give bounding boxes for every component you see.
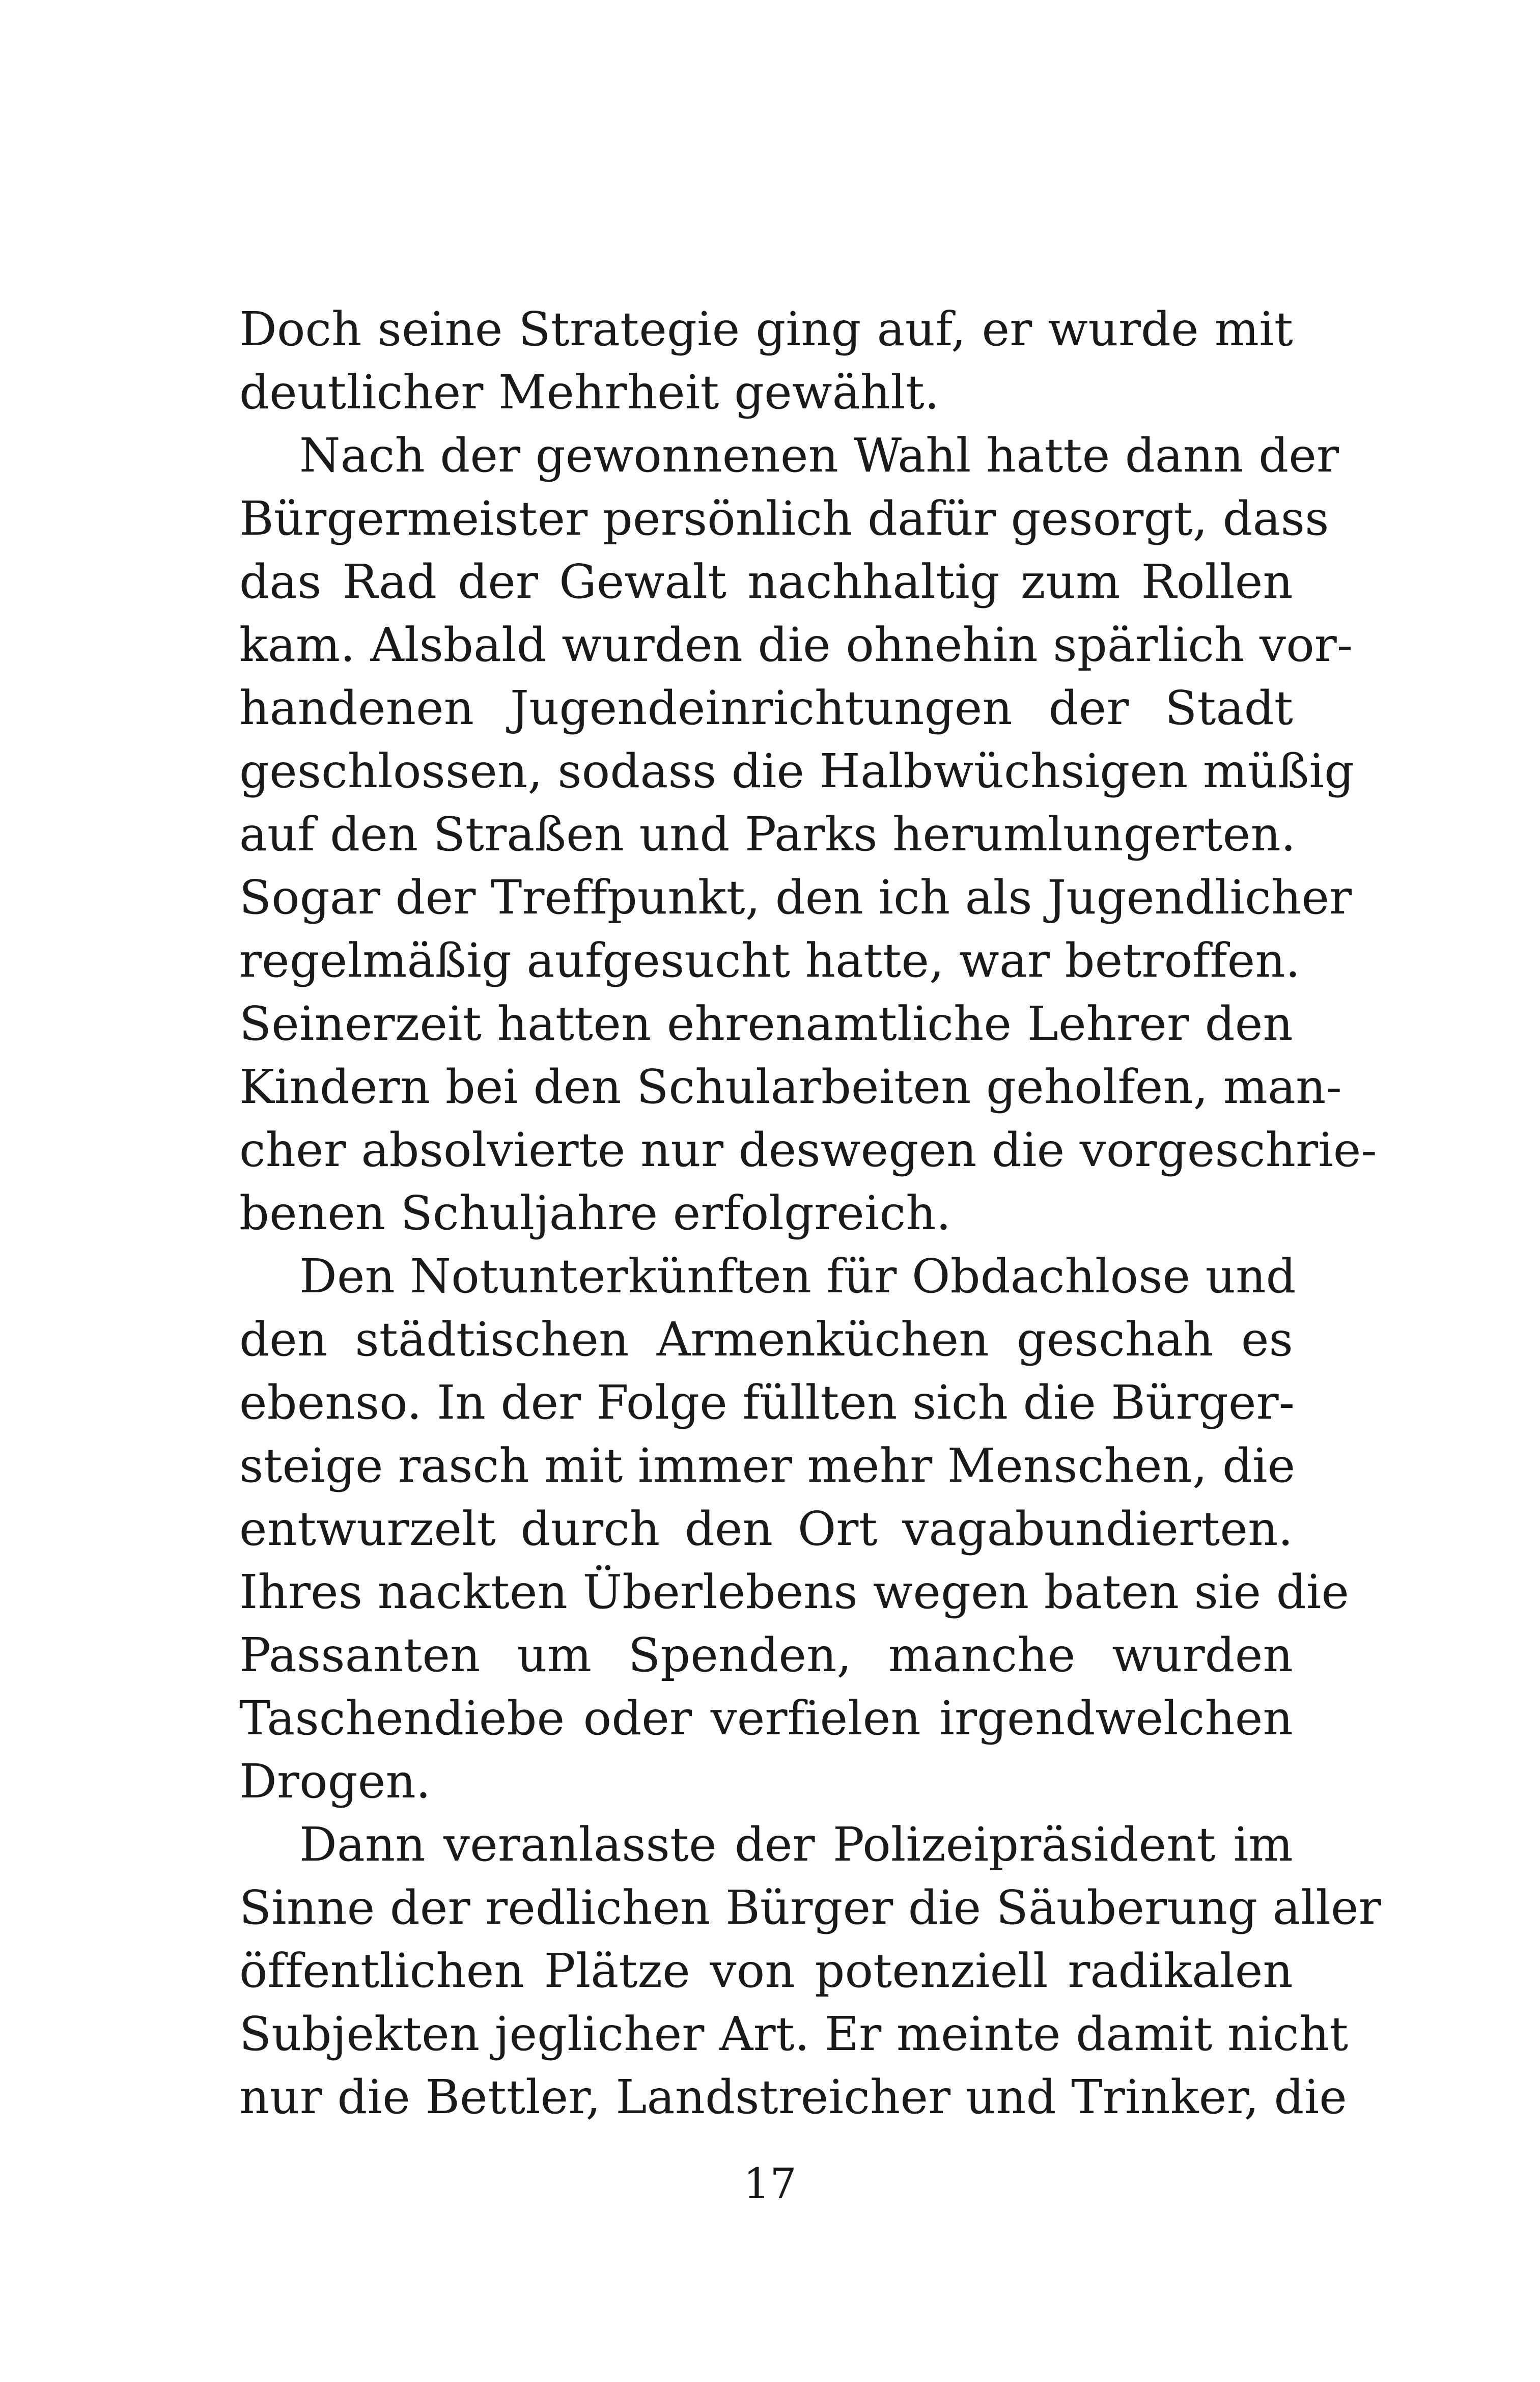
text-line: Dann veranlasste der Polizeipräsident im — [299, 1817, 1293, 1872]
text-line: Den Notunterkünften für Obdachlose und — [299, 1249, 1296, 1304]
text-line: Subjekten jeglicher Art. Er meinte damit nicht — [239, 2007, 1349, 2061]
text-line: das Rad der Gewalt nachhaltig zum Rollen — [239, 555, 1293, 609]
paragraph — [239, 298, 1293, 424]
text-line: Taschendiebe oder verfielen irgendwelchen — [239, 1691, 1293, 1746]
text-line: Sogar der Treffpunkt, den ich als Jugendlicher — [239, 870, 1352, 925]
text-line: benen Schuljahre erfolgreich. — [239, 1186, 951, 1240]
paragraph — [239, 424, 1377, 1245]
paragraph — [239, 1813, 1381, 2129]
text-line: regelmäßig aufgesucht hatte, war betroffen. — [239, 933, 1301, 988]
text-line: ebenso. In der Folge füllten sich die Bürger- — [239, 1375, 1295, 1430]
text-line: handenen Jugendeinrichtungen der Stadt — [239, 681, 1293, 735]
text-line: Doch seine Strategie ging auf, er wurde mit — [239, 302, 1293, 356]
text-line: geschlossen, sodass die Halbwüchsigen müßig — [239, 744, 1355, 798]
text-line: deutlicher Mehrheit gewählt. — [239, 365, 940, 420]
text-line: Ihres nackten Überlebens wegen baten sie die — [239, 1565, 1350, 1619]
text-line: auf den Straßen und Parks herumlungerten. — [239, 807, 1296, 862]
text-line: Sinne der redlichen Bürger die Säuberung aller — [239, 1880, 1381, 1935]
text-line: kam. Alsbald wurden die ohnehin spärlich vor- — [239, 618, 1353, 672]
paragraph — [239, 1245, 1350, 1813]
text-line: nur die Bettler, Landstreicher und Trinker, die — [239, 2070, 1347, 2124]
text-line: steige rasch mit immer mehr Menschen, die — [239, 1438, 1296, 1493]
text-line: cher absolvierte nur deswegen die vorgeschrie- — [239, 1123, 1377, 1177]
body-text — [239, 298, 1381, 2129]
page-number: 17 — [743, 2160, 797, 2208]
text-line: Passanten um Spenden, manche wurden — [239, 1628, 1293, 1682]
text-line: öffentlichen Plätze von potenziell radikalen — [239, 1944, 1293, 1998]
text-line: Drogen. — [239, 1754, 431, 1809]
text-line: Kindern bei den Schularbeiten geholfen, man- — [239, 1060, 1342, 1114]
text-line: Bürgermeister persönlich dafür gesorgt, dass — [239, 491, 1329, 546]
text-line: Nach der gewonnenen Wahl hatte dann der — [299, 428, 1339, 483]
text-line: entwurzelt durch den Ort vagabundierten. — [239, 1502, 1293, 1556]
text-line: den städtischen Armenküchen geschah es — [239, 1312, 1293, 1367]
text-line: Seinerzeit hatten ehrenamtliche Lehrer den — [239, 996, 1293, 1051]
